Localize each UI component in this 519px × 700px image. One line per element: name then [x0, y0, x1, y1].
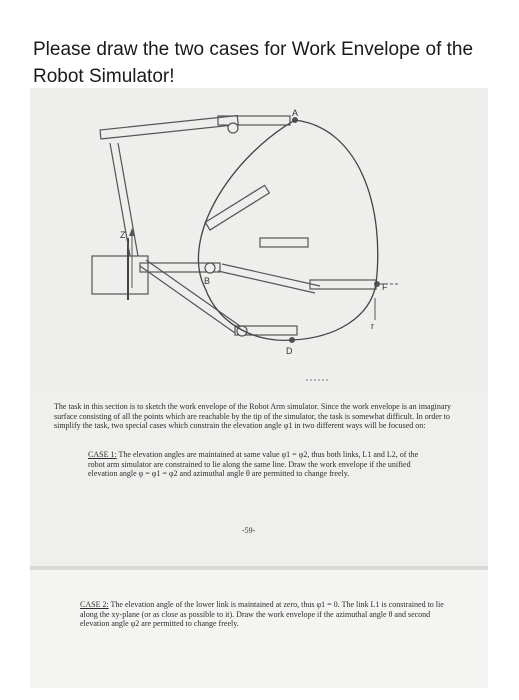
textbook-page-upper [30, 388, 488, 568]
textbook-page-lower [30, 570, 488, 688]
arm-link-low-2 [146, 260, 240, 326]
textbook-photo [30, 88, 488, 688]
joint-top [228, 123, 238, 133]
page-number: -59- [242, 526, 256, 535]
joint-b [205, 263, 215, 273]
envelope-inner-lower [205, 288, 292, 340]
case2-paragraph [80, 600, 450, 629]
arm-link-elbow [260, 238, 308, 247]
envelope-outer-lower [292, 284, 376, 340]
label-f: F [382, 282, 388, 292]
question-text: Please draw the two cases for Work Envelope of the Robot Simulator! [33, 39, 474, 87]
robot-arm-diagram [30, 88, 488, 388]
case1-label: CASE 1: [88, 450, 117, 459]
arm-link-raised [205, 185, 269, 230]
label-a: A [292, 108, 299, 118]
label-b: B [204, 276, 211, 286]
base-block [92, 256, 148, 294]
work-envelope-figure [30, 88, 488, 388]
case1-body: The elevation angles are maintained at same value φ1 = φ2, thus both links, L1 and L2, of the robot arm simulator are constrained to lie along the same line. Draw the work envelope if the unified elevation angle φ = φ1 = φ2 and azimuthal angle θ are permitted to change freely. [88, 450, 419, 478]
tip-f [374, 281, 380, 287]
arm-link-top-outer [218, 116, 290, 125]
case2-body: The elevation angle of the lower link is maintained at zero, thus φ1 = 0. The link L1 is constrained to lie along the xy-plane (or as close as possible to it). Draw the work envelope if the azimuthal angle θ and second elevation angle φ2 are permitted to change freely. [80, 600, 444, 628]
arm-link-low-1 [140, 266, 235, 333]
intro-paragraph: The task in this section is to sketch the work envelope of the Robot Arm simulator. Since the work envelope is an imaginary surface consisting of all the points which are reachable by the tip of the simulator, the task is somewhat difficult. In order to simplify the task, two special cases which constrain the elevation angle φ1 in two different ways will be focused on: [54, 402, 452, 430]
arm-link-horizontal [310, 280, 376, 289]
label-z: Z [120, 230, 126, 240]
envelope-outer-upper [295, 120, 378, 284]
case1-paragraph [88, 450, 428, 479]
case2-label: CASE 2: [80, 600, 109, 609]
label-d: D [286, 346, 293, 356]
label-r: r [371, 321, 374, 331]
